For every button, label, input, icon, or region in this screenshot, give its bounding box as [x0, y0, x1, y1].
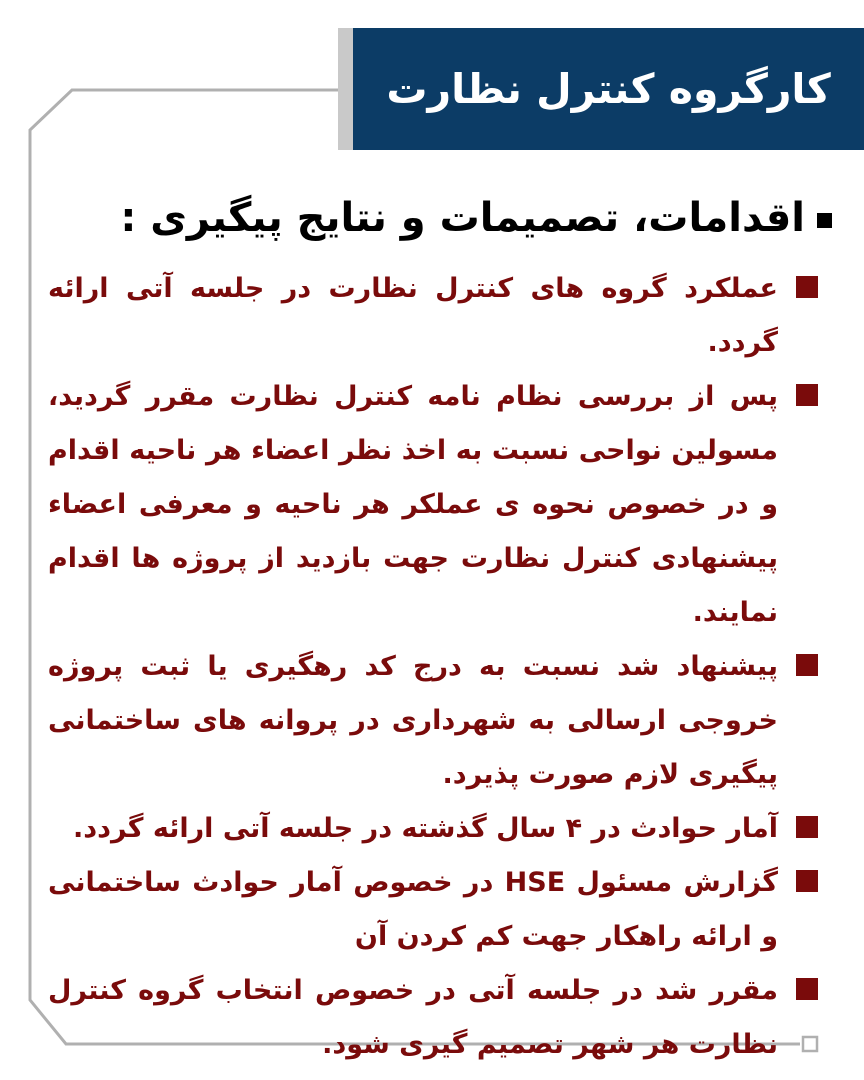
- list-item: [48, 370, 818, 640]
- list-item: [48, 802, 818, 856]
- section-heading-text: اقدامات، تصمیمات و نتایج پیگیری :: [120, 195, 805, 241]
- square-bullet-icon: [796, 870, 818, 892]
- title-banner: [338, 28, 864, 150]
- list-item-text: گزارش مسئول HSE در خصوص آمار حوادث ساختمانی و ارائه راهکار جهت کم کردن آن: [48, 867, 779, 952]
- list-item: [48, 640, 818, 802]
- list-item: [48, 964, 818, 1072]
- list-item: [48, 856, 818, 964]
- list-item-text: عملکرد گروه های کنترل نظارت در جلسه آتی ارائه گردد.: [48, 273, 778, 358]
- square-bullet-icon: [796, 384, 818, 406]
- square-bullet-icon: [796, 276, 818, 298]
- list-item-text: آمار حوادث در ۴ سال گذشته در جلسه آتی ارائه گردد.: [72, 813, 778, 844]
- list-item: [48, 262, 818, 370]
- list-item-text: پس از بررسی نظام نامه کنترل نظارت مقرر گردید، مسولین نواحی نسبت به اخذ نظر اعضاء هر ناحیه اقدام و در خصوص نحوه ی عملکر هر ناحیه و معرفی اعضاء پیشنهادی کنترل نظارت جهت بازدید از پروژه ها اقدام نمایند.: [48, 381, 778, 628]
- square-bullet-icon: [796, 654, 818, 676]
- square-bullet-icon: [796, 816, 818, 838]
- list-item-text: پیشنهاد شد نسبت به درج کد رهگیری یا ثبت پروژه خروجی ارسالی به شهرداری در پروانه های ساختمانی پیگیری لازم صورت پذیرد.: [48, 651, 778, 790]
- heading-bullet-icon: [817, 213, 832, 228]
- square-bullet-icon: [796, 978, 818, 1000]
- page-title: کارگروه کنترل نظارت: [386, 65, 831, 113]
- action-items-list: [48, 262, 818, 1072]
- list-item-text: مقرر شد در جلسه آتی در خصوص انتخاب گروه کنترل نظارت هر شهر تصمیم گیری شود.: [48, 975, 778, 1060]
- section-heading: [42, 190, 832, 246]
